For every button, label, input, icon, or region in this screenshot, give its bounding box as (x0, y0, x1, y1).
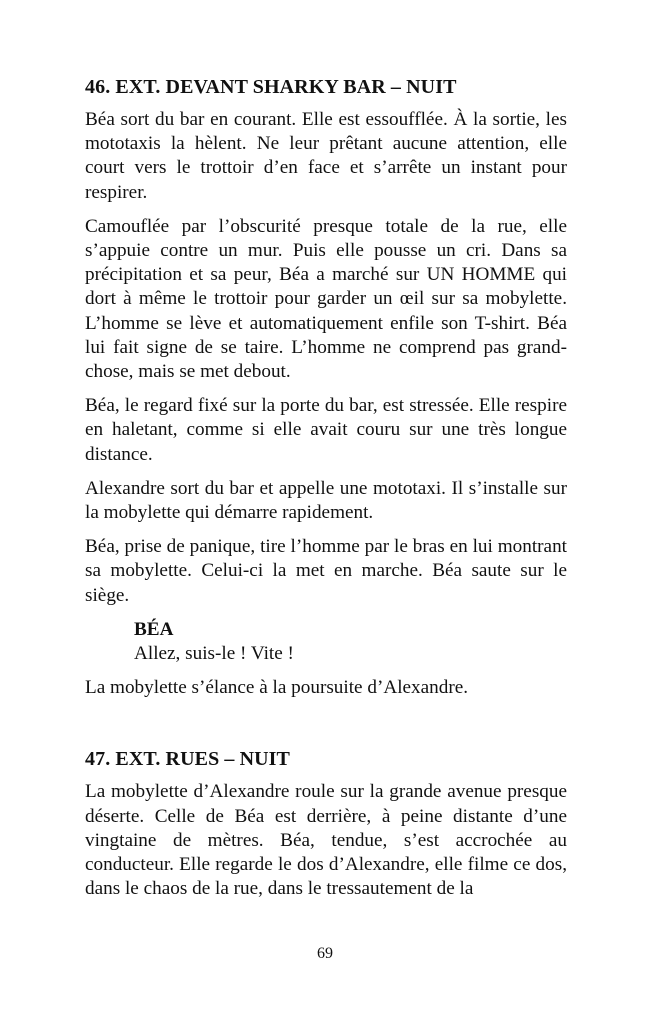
action-paragraph: Camouflée par l’obscurité presque totale de la rue, elle s’appuie contre un mur. Puis elle pousse un cri. Dans sa précipitation et sa peur, Béa a marché sur UN HOMME qui dort à même le trottoir pour garder un œil sur sa mobylette. L’homme se lève et automatiquement enfile son T-shirt. Béa lui fait signe de se taire. L’homme ne comprend pas grand-chose, mais se met debout. (85, 215, 567, 383)
scene-heading: 47. EXT. RUES – NUIT (85, 748, 290, 771)
action-paragraph: Béa, prise de panique, tire l’homme par le bras en lui montrant sa mobylette. Celui-ci la met en marche. Béa saute sur le siège. (85, 536, 567, 606)
scene-separator (85, 710, 567, 746)
dialogue-line: Allez, suis-le ! Vite ! (134, 643, 294, 665)
action-paragraph: Béa sort du bar en courant. Elle est essoufflée. À la sortie, les mototaxis la hèlent. Ne leur prêtant aucune attention, elle court vers le trottoir d’en face et s’arrête un instant pour respirer. (85, 109, 567, 203)
dialogue-block (134, 618, 567, 666)
action-paragraph: La mobylette s’élance à la poursuite d’Alexandre. (85, 677, 469, 699)
scene-heading: 46. EXT. DEVANT SHARKY BAR – NUIT (85, 76, 457, 98)
scene-47 (85, 746, 567, 901)
action-paragraph: Alexandre sort du bar et appelle une mototaxi. Il s’installe sur la mobylette qui démarre rapidement. (85, 477, 567, 524)
action-paragraph: La mobylette d’Alexandre roule sur la grande avenue presque déserte. Celle de Béa est derrière, à peine distante d’une vingtaine de mètres. Béa, tendue, s’est accrochée au conducteur. Elle regarde le dos d’Alexandre, elle filme ce dos, dans le chaos de la rue, dans le tressautement de la (85, 781, 567, 900)
screenplay-page (85, 74, 567, 911)
action-paragraph: Béa, le regard fixé sur la porte du bar, est stressée. Elle respire en haletant, comme si elle avait couru sur une très longue distance. (85, 395, 567, 465)
character-name: BÉA (134, 618, 174, 640)
scene-46 (85, 74, 567, 700)
page-number: 69 (317, 945, 333, 962)
